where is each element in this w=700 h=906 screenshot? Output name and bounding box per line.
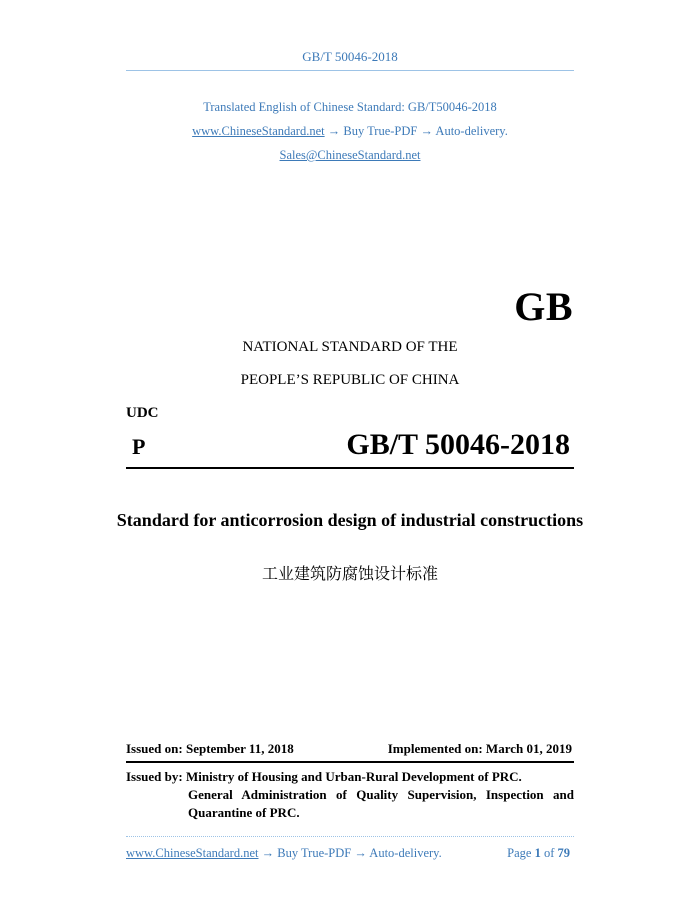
page-total: 79: [557, 846, 570, 860]
running-header: GB/T 50046-2018: [302, 49, 398, 64]
title-divider: [126, 467, 574, 469]
implemented-on: Implemented on: March 01, 2019: [387, 741, 572, 756]
category-letter: P: [132, 434, 146, 459]
issued-on: Issued on: September 11, 2018: [126, 741, 294, 756]
standard-number: GB/T 50046-2018: [346, 428, 570, 461]
header-divider: [126, 70, 574, 71]
footer-site-link[interactable]: www.ChineseStandard.net: [126, 846, 259, 860]
email-link[interactable]: Sales@ChineseStandard.net: [279, 148, 421, 162]
standard-title-en: Standard for anticorrosion design of industrial constructions: [116, 510, 584, 530]
page-label: Page: [507, 846, 532, 860]
gb-mark: GB: [514, 284, 573, 329]
page-indicator: [507, 846, 570, 861]
page-of: of: [543, 846, 555, 860]
page-current: 1: [534, 846, 541, 860]
translation-notice: Translated English of Chinese Standard: GB/T50046-2018: [203, 100, 497, 114]
footer-site-suffix: → Buy True-PDF → Auto-delivery.: [258, 846, 442, 860]
footer-site-line: [126, 846, 442, 861]
footer-divider: [126, 836, 574, 837]
translation-site-line: [0, 124, 700, 139]
national-standard-line2: PEOPLE’S REPUBLIC OF CHINA: [240, 372, 460, 388]
national-standard-line1: NATIONAL STANDARD OF THE: [242, 339, 458, 355]
site-suffix: → Buy True-PDF → Auto-delivery.: [324, 124, 508, 138]
issue-divider: [126, 761, 574, 763]
issued-by: Issued by: Ministry of Housing and Urban-Rural Development of PRC.: [126, 769, 522, 784]
standard-title-cn: 工业建筑防腐蚀设计标准: [261, 564, 438, 583]
email-line: [0, 148, 700, 163]
site-link[interactable]: www.ChineseStandard.net: [192, 124, 325, 138]
issuing-authority-2-line2: Quarantine of PRC.: [188, 805, 300, 820]
udc-label: UDC: [126, 405, 159, 421]
issuing-authority-2-line1: General Administration of Quality Supervision, Inspection and: [188, 787, 574, 802]
